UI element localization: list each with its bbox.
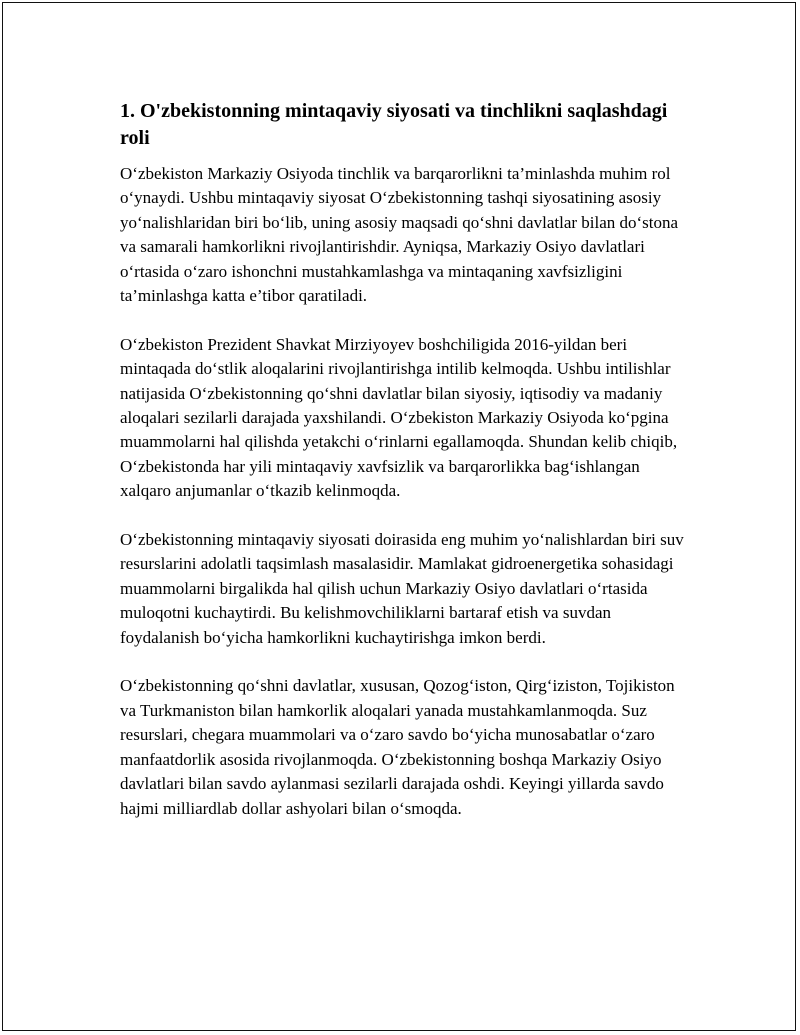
paragraph-1: O‘zbekiston Markaziy Osiyoda tinchlik va barqarorlikni ta’minlashda muhim rol o‘ynaydi. Ushbu mintaqaviy siyosat O‘zbekistonning tashqi siyosatining asosiy yo‘nalishlaridan biri bo‘lib, uning asosiy maqsadi qo‘shni davlatlar bilan do‘stona va samarali hamkorlikni rivojlantirishdir. Ayniqsa, Markaziy Osiyo davlatlari o‘rtasida o‘zaro ishonchni mustahkamlashga va mintaqaning xavfsizligini ta’minlashga katta e’tibor qaratiladi.	[120, 164, 679, 306]
document-body	[120, 98, 690, 845]
paragraph-2: O‘zbekiston Prezident Shavkat Mirziyoyev boshchiligida 2016-yildan beri mintaqada do‘stlik aloqalarini rivojlantirishga intilib kelmoqda. Ushbu intilishlar natijasida O‘zbekistonning qo‘shni davlatlar bilan siyosiy, iqtisodiy va madaniy aloqalari sezilarli darajada yaxshilandi. O‘zbekiston Markaziy Osiyoda ko‘pgina muammolarni hal qilishda yetakchi o‘rinlarni egallamoqda. Shundan kelib chiqib, O‘zbekistonda har yili mintaqaviy xavfsizlik va barqarorlikka bag‘ishlangan xalqaro anjumanlar o‘tkazib kelinmoqda.	[120, 334, 678, 501]
paragraph-3: O‘zbekistonning mintaqaviy siyosati doirasida eng muhim yo‘nalishlardan biri suv resurslarini adolatli taqsimlash masalasidir. Mamlakat gidroenergetika sohasidagi muammolarni birgalikda hal qilish uchun Markaziy Osiyo davlatlari o‘rtasida muloqotni kuchaytirdi. Bu kelishmovchiliklarni bartaraf etish va suvdan foydalanish bo‘yicha hamkorlikni kuchaytirishga imkon berdi.	[120, 530, 684, 647]
document-page	[2, 2, 796, 1031]
paragraph-4: O‘zbekistonning qo‘shni davlatlar, xususan, Qozog‘iston, Qirg‘iziston, Tojikiston va Turkmaniston bilan hamkorlik aloqalari yanada mustahkamlanmoqda. Suz resurslari, chegara muammolari va o‘zaro savdo bo‘yicha munosabatlar o‘zaro manfaatdorlik asosida rivojlanmoqda. O‘zbekistonning boshqa Markaziy Osiyo davlatlari bilan savdo aylanmasi sezilarli darajada oshdi. Keyingi yillarda savdo hajmi milliardlab dollar ashyolari bilan o‘smoqda.	[120, 676, 675, 818]
section-heading: 1. O'zbekistonning mintaqaviy siyosati va tinchlikni saqlashdagi roli	[120, 100, 668, 149]
